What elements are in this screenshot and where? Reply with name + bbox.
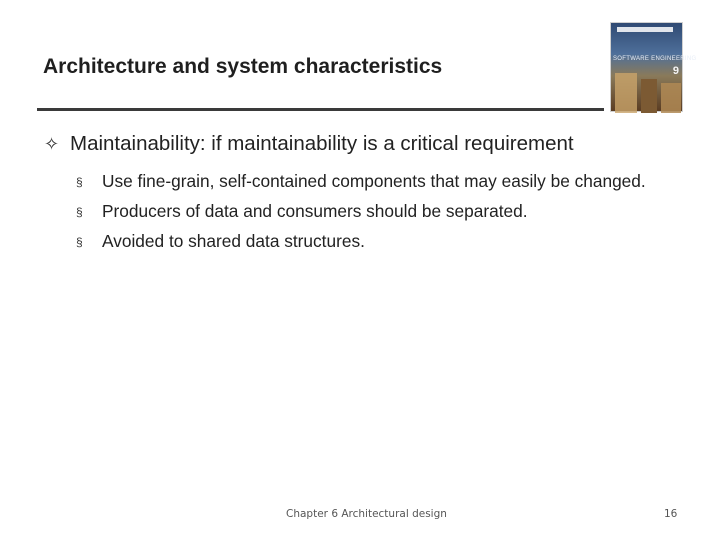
footer-chapter: Chapter 6 Architectural design <box>286 508 447 520</box>
list-item <box>76 230 676 253</box>
main-bullet <box>44 132 684 156</box>
page-number: 16 <box>664 508 678 520</box>
star-bullet-icon: ✧ <box>44 134 60 154</box>
slide-title: Architecture and system characteristics <box>43 55 443 78</box>
sub-bullet-text: Use fine-grain, self-contained components that may easily be changed. <box>102 171 646 191</box>
sub-bullet-text: Avoided to shared data structures. <box>102 231 365 251</box>
book-cover-image <box>610 22 697 112</box>
cover-band <box>617 27 673 32</box>
list-item <box>76 200 676 223</box>
cover-title: SOFTWARE ENGINEERING <box>613 56 697 62</box>
cover-building-shape <box>615 73 637 113</box>
section-bullet-icon: § <box>76 205 83 219</box>
cover-building-shape <box>641 79 657 113</box>
sub-bullet-text: Producers of data and consumers should be separated. <box>102 201 528 221</box>
section-bullet-icon: § <box>76 175 83 189</box>
list-item <box>76 170 676 193</box>
cover-building-shape <box>661 83 681 113</box>
sub-bullet-list <box>76 170 676 260</box>
main-bullet-text: Maintainability: if maintainability is a critical requirement <box>70 132 574 155</box>
title-divider <box>37 108 604 111</box>
cover-edition: 9 <box>672 65 679 77</box>
section-bullet-icon: § <box>76 235 83 249</box>
